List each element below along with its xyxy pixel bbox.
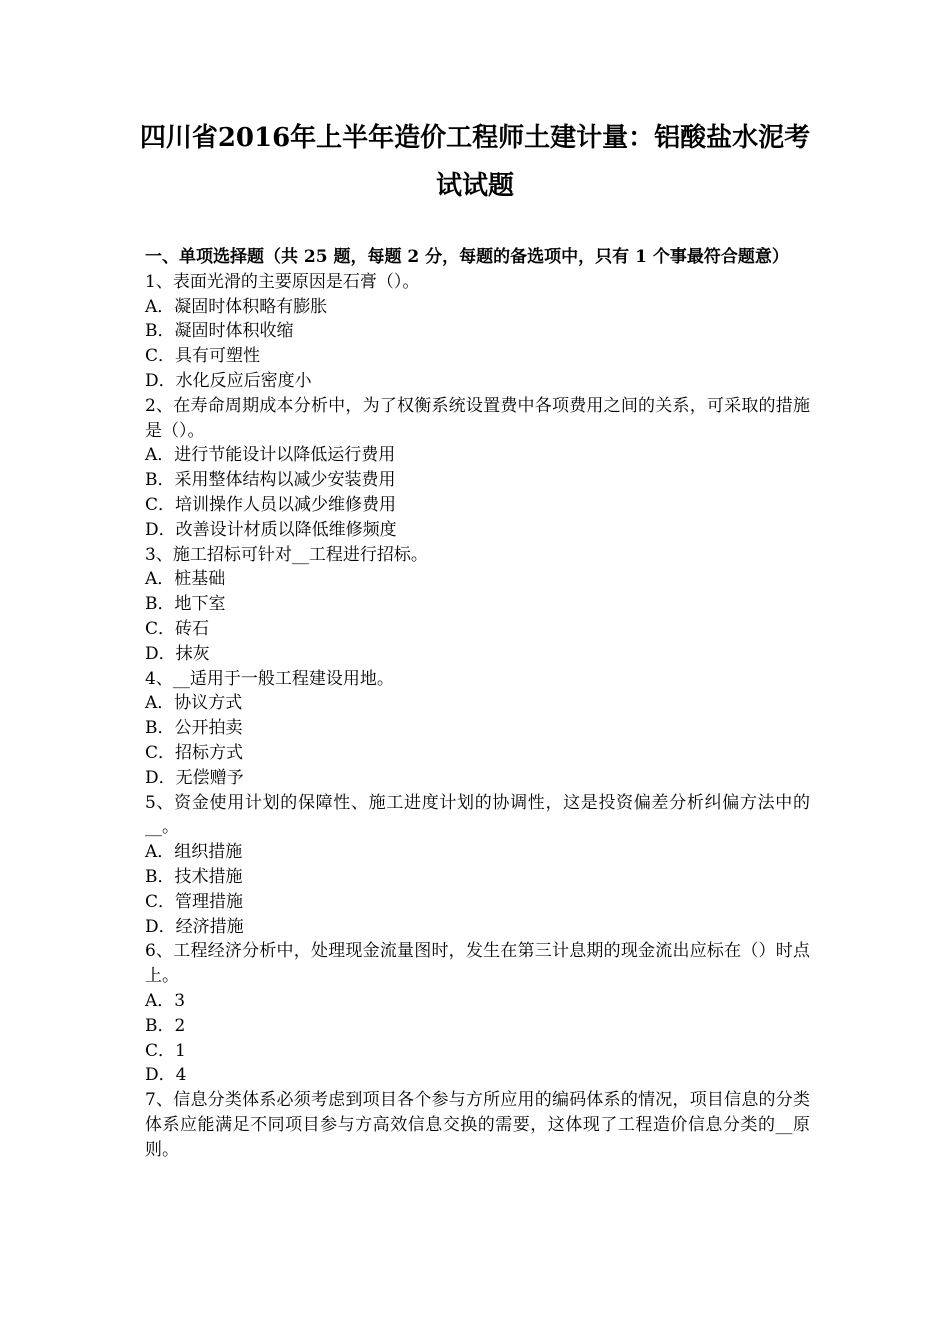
option-c	[145, 617, 810, 642]
option-letter: C．	[145, 742, 176, 763]
option-letter: D．	[145, 767, 176, 788]
option-c	[145, 493, 810, 518]
option-letter: A．	[145, 569, 175, 590]
option-b	[145, 1014, 810, 1039]
option-c	[145, 741, 810, 766]
option-c	[145, 1039, 810, 1064]
question-stem: 5、资金使用计划的保障性、施工进度计划的协调性，这是投资偏差分析纠偏方法中的__。	[145, 792, 810, 838]
title-line-2: 试试题	[435, 171, 514, 201]
option-text: 具有可塑性	[175, 346, 261, 367]
option-letter: B．	[145, 594, 175, 615]
option-text: 砖石	[175, 618, 210, 639]
option-text: 培训操作人员以减少维修费用	[175, 494, 397, 515]
option-d	[145, 518, 810, 543]
option-letter: B．	[145, 866, 175, 887]
option-letter: D．	[145, 519, 176, 540]
question-stem: 3、施工招标可针对__工程进行招标。	[145, 544, 428, 565]
option-letter: C．	[145, 346, 176, 367]
option-d	[145, 915, 810, 940]
question-list	[145, 270, 810, 1163]
option-text: 凝固时体积略有膨胀	[174, 296, 328, 317]
option-letter: D．	[145, 916, 176, 937]
option-letter: C．	[145, 891, 176, 912]
option-letter: B．	[145, 1015, 175, 1036]
option-letter: A．	[145, 990, 175, 1011]
option-text: 3	[174, 990, 186, 1011]
document-body	[145, 245, 810, 1162]
option-c	[145, 344, 810, 369]
option-letter: B．	[145, 718, 175, 739]
option-d	[145, 1063, 810, 1088]
title-line-1: 四川省2016年上半年造价工程师土建计量：铝酸盐水泥考	[139, 123, 811, 153]
option-letter: C．	[145, 618, 176, 639]
option-d	[145, 369, 810, 394]
question-stem: 2、在寿命周期成本分析中，为了权衡系统设置费中各项费用之间的关系，可采取的措施是（）。	[145, 395, 810, 441]
question-stem: 1、表面光滑的主要原因是石膏（）。	[145, 271, 420, 292]
option-b	[145, 319, 810, 344]
question-6	[145, 939, 810, 1088]
option-letter: D．	[145, 1065, 176, 1086]
question-7	[145, 1088, 810, 1162]
option-a	[145, 840, 810, 865]
option-text: 技术措施	[174, 866, 243, 887]
option-letter: A．	[145, 296, 175, 317]
option-letter: D．	[145, 643, 176, 664]
question-stem: 6、工程经济分析中，处理现金流量图时，发生在第三计息期的现金流出应标在（）时点上。	[145, 941, 810, 987]
option-text: 采用整体结构以减少安装费用	[174, 470, 396, 491]
option-c	[145, 890, 810, 915]
option-letter: B．	[145, 321, 175, 342]
section-heading: 一、单项选择题（共 25 题，每题 2 分，每题的备选项中，只有 1 个事最符合题意）	[145, 247, 789, 267]
option-text: 1	[175, 1040, 186, 1061]
document-title	[120, 114, 830, 210]
option-letter: A．	[145, 842, 175, 863]
option-a	[145, 295, 810, 320]
option-text: 无偿赠予	[175, 767, 244, 788]
option-text: 经济措施	[175, 916, 244, 937]
option-letter: C．	[145, 1040, 176, 1061]
question-4	[145, 667, 810, 791]
question-stem: 7、信息分类体系必须考虑到项目各个参与方所应用的编码体系的情况，项目信息的分类体系应能满足不同项目参与方高效信息交换的需要，这体现了工程造价信息分类的__原则。	[145, 1090, 810, 1160]
option-b	[145, 468, 810, 493]
question-3	[145, 543, 810, 667]
option-text: 4	[175, 1065, 187, 1086]
option-a	[145, 567, 810, 592]
question-2	[145, 394, 810, 543]
option-d	[145, 642, 810, 667]
option-text: 组织措施	[174, 842, 243, 863]
option-text: 协议方式	[174, 693, 243, 714]
option-text: 地下室	[174, 594, 226, 615]
option-b	[145, 865, 810, 890]
option-text: 管理措施	[175, 891, 244, 912]
option-text: 公开拍卖	[174, 718, 243, 739]
option-a	[145, 443, 810, 468]
option-a	[145, 989, 810, 1014]
option-d	[145, 766, 810, 791]
option-text: 2	[174, 1015, 186, 1036]
question-5	[145, 791, 810, 940]
option-b	[145, 716, 810, 741]
option-letter: D．	[145, 370, 176, 391]
option-letter: B．	[145, 470, 175, 491]
option-a	[145, 691, 810, 716]
option-text: 水化反应后密度小	[175, 370, 312, 391]
option-text: 凝固时体积收缩	[174, 321, 294, 342]
question-1	[145, 270, 810, 394]
option-b	[145, 592, 810, 617]
option-text: 抹灰	[175, 643, 210, 664]
option-letter: A．	[145, 693, 175, 714]
option-text: 招标方式	[175, 742, 244, 763]
option-text: 进行节能设计以降低运行费用	[174, 445, 396, 466]
option-text: 改善设计材质以降低维修频度	[175, 519, 397, 540]
question-stem: 4、__适用于一般工程建设用地。	[145, 668, 394, 689]
option-letter: A．	[145, 445, 175, 466]
option-text: 桩基础	[174, 569, 226, 590]
option-letter: C．	[145, 494, 176, 515]
